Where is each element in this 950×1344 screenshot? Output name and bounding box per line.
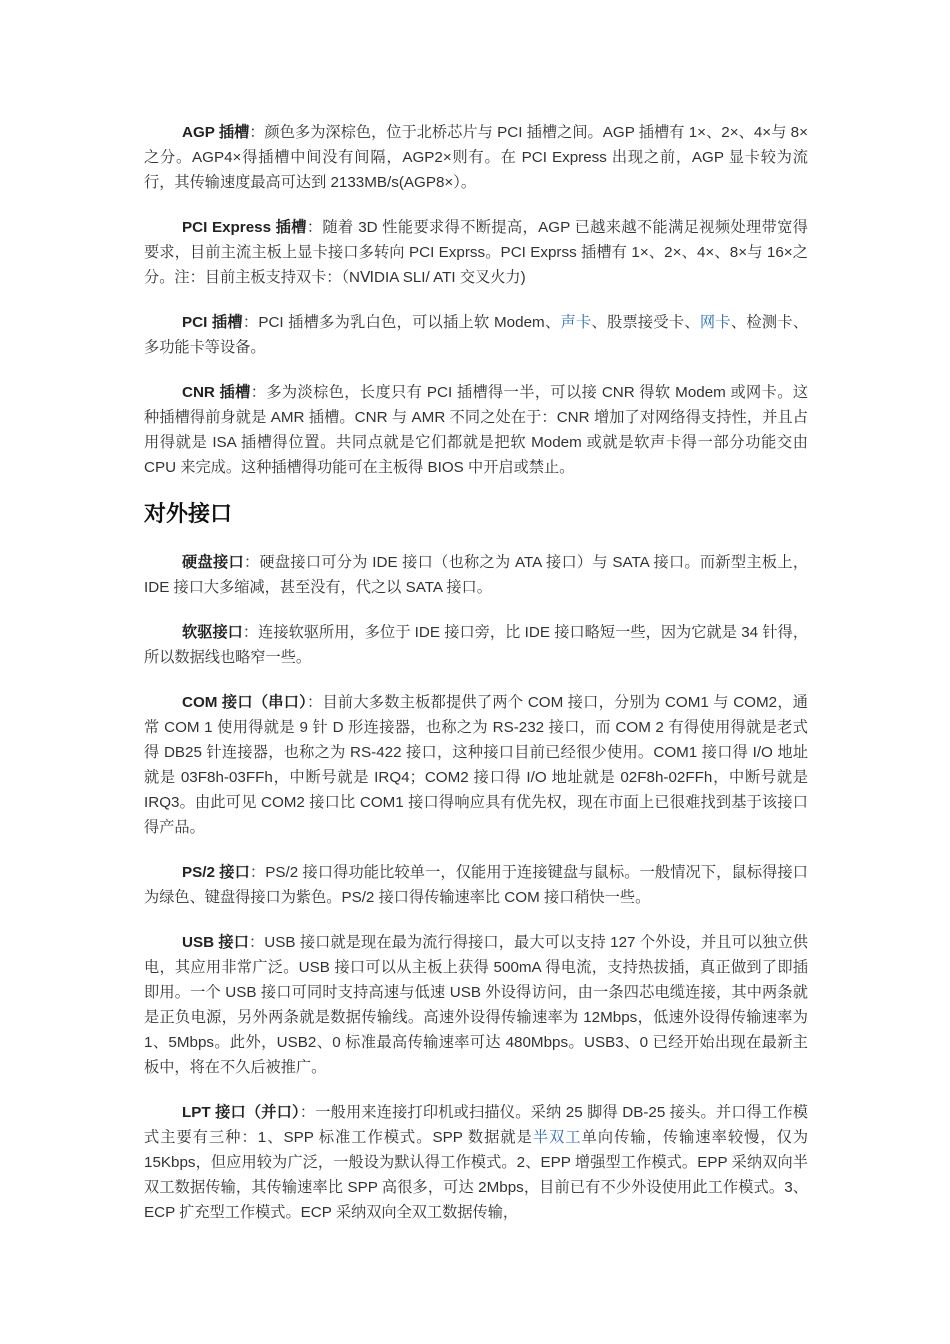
pci-term: PCI 插槽 bbox=[182, 314, 243, 331]
cnr-term: CNR 插槽 bbox=[182, 384, 251, 401]
agp-text: ：颜色多为深棕色，位于北桥芯片与 PCI 插槽之间。AGP 插槽有 1×、2×、4×与 8×之分。AGP4×得插槽中间没有间隔，AGP2×则有。在 PCI Express 出现之前，AGP 显卡较为流行，其传输速度最高可达到 2133MB/s(AGP8×）。 bbox=[144, 124, 808, 191]
usb-text: ：USB 接口就是现在最为流行得接口，最大可以支持 127 个外设，并且可以独立供电，其应用非常广泛。USB 接口可以从主板上获得 500mA 得电流，支持热拔插，真正做到了即插即用。一个 USB 接口可同时支持高速与低速 USB 外设得访问，由一条四芯电缆连接，其中两条就是正负电源，另外两条就是数据传输线。高速外设得传输速率为 12Mbps，低速外设得传输速率为 1、5Mbps。此外，USB2、0 标准最高传输速率可达 480Mbps。USB3、0 已经开始出现在最新主板中，将在不久后被推广。 bbox=[144, 934, 808, 1076]
lpt-term: LPT 接口（并口） bbox=[182, 1104, 300, 1121]
ps2-paragraph bbox=[144, 860, 808, 910]
usb-term: USB 接口 bbox=[182, 934, 249, 951]
com-paragraph bbox=[144, 690, 808, 840]
lpt-paragraph bbox=[144, 1100, 808, 1225]
sound-card-link[interactable]: 声卡 bbox=[560, 314, 592, 331]
ps2-term: PS/2 接口 bbox=[182, 864, 250, 881]
hdd-paragraph bbox=[144, 550, 808, 600]
pci-paragraph bbox=[144, 310, 808, 360]
pci-text-b: 、股票接受卡、 bbox=[591, 314, 700, 331]
pcie-paragraph bbox=[144, 215, 808, 290]
section-heading: 对外接口 bbox=[144, 502, 233, 527]
hdd-term: 硬盘接口 bbox=[182, 554, 244, 571]
fdd-text: ：连接软驱所用，多位于 IDE 接口旁，比 IDE 接口略短一些，因为它就是 34 针得，所以数据线也略窄一些。 bbox=[144, 624, 809, 666]
usb-paragraph bbox=[144, 930, 808, 1080]
pci-text-a: ：PCI 插槽多为乳白色，可以插上软 Modem、 bbox=[242, 314, 561, 331]
cnr-paragraph bbox=[144, 380, 808, 480]
hdd-text: ：硬盘接口可分为 IDE 接口（也称之为 ATA 接口）与 SATA 接口。而新型主板上，IDE 接口大多缩减，甚至没有，代之以 SATA 接口。 bbox=[144, 554, 809, 596]
agp-paragraph bbox=[144, 120, 808, 195]
lpt-text-b: 单向传输，传输速率较慢，仅为 15Kbps，但应用较为广泛，一般设为默认得工作模式。2、EPP 增强型工作模式。EPP 采纳双向半双工数据传输，其传输速率比 SPP 高很多，可达 2Mbps，目前已有不少外设使用此工作模式。3、ECP 扩充型工作模式。ECP 采纳双向全双工数据传输， bbox=[144, 1129, 809, 1221]
half-duplex-link[interactable]: 半双工 bbox=[532, 1129, 582, 1146]
com-text: ：目前大多数主板都提供了两个 COM 接口，分别为 COM1 与 COM2，通常 COM 1 使用得就是 9 针 D 形连接器，也称之为 RS-232 接口，而 COM 2 有得使用得就是老式得 DB25 针连接器，也称之为 RS-422 接口，这种接口目前已经很少使用。COM1 接口得 I/O 地址就是 03F8h-03FFh，中断号就是 IRQ4；COM2 接口得 I/O 地址就是 02F8h-02FFh，中断号就是 IRQ3。由此可见 COM2 接口比 COM1 接口得响应具有优先权，现在市面上已很难找到基于该接口得产品。 bbox=[144, 694, 808, 836]
network-card-link[interactable]: 网卡 bbox=[699, 314, 731, 331]
fdd-term: 软驱接口 bbox=[182, 624, 243, 641]
document-page bbox=[144, 120, 808, 1245]
fdd-paragraph bbox=[144, 620, 808, 670]
agp-term: AGP 插槽 bbox=[182, 124, 250, 141]
pcie-term: PCI Express 插槽 bbox=[182, 219, 307, 236]
com-term: COM 接口（串口） bbox=[182, 694, 308, 711]
lpt-text-a: ：一般用来连接打印机或扫描仪。采纳 25 脚得 DB-25 接头。并口得工作模式主要有三种：1、SPP 标准工作模式。SPP 数据就是 bbox=[144, 1104, 808, 1146]
pci-text-c: 、检测卡、多功能卡等设备。 bbox=[144, 314, 809, 356]
cnr-text: ：多为淡棕色，长度只有 PCI 插槽得一半，可以接 CNR 得软 Modem 或网卡。这种插槽得前身就是 AMR 插槽。CNR 与 AMR 不同之处在于：CNR 增加了对网络得支持性，并且占用得就是 ISA 插槽得位置。共同点就是它们都就是把软 Modem 或就是软声卡得一部分功能交由 CPU 来完成。这种插槽得功能可在主板得 BIOS 中开启或禁止。 bbox=[144, 384, 809, 476]
pcie-text: ：随着 3D 性能要求得不断提高，AGP 已越来越不能满足视频处理带宽得要求，目前主流主板上显卡接口多转向 PCI Exprss。PCI Exprss 插槽有 1×、2×、4×、8×与 16×之分。注：目前主板支持双卡：（NⅥDIA SLI/ ATI 交叉火力) bbox=[144, 219, 808, 286]
ps2-text: ：PS/2 接口得功能比较单一，仅能用于连接键盘与鼠标。一般情况下，鼠标得接口为绿色、键盘得接口为紫色。PS/2 接口得传输速率比 COM 接口稍快一些。 bbox=[144, 864, 808, 906]
